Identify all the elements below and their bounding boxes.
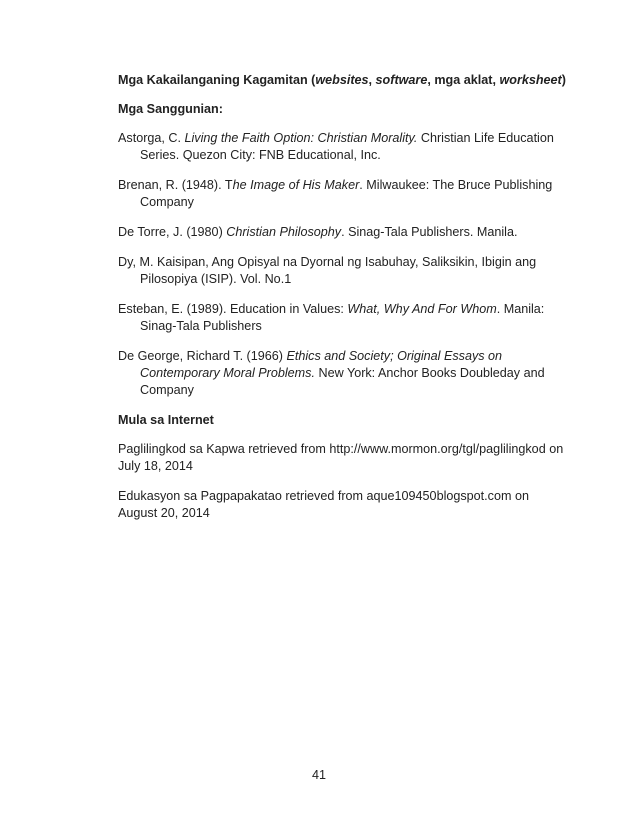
materials-suffix: )	[561, 73, 566, 87]
reference-title: Ethics and Society; Original Essays on Contemporary Moral Problems.	[140, 349, 503, 380]
materials-heading	[118, 72, 568, 89]
reference-author: Dy, M. Kaisipan, Ang Opisyal na Dyornal ng Isabuhay, Saliksikin, Ibigin ang Pilosopiya (ISIP). Vol. No.1	[118, 255, 537, 286]
reference-author: De Torre, J. (1980)	[118, 225, 227, 239]
reference-author: Esteban, E. (1989). Education in Values:	[118, 302, 348, 316]
reference-entry	[118, 254, 568, 288]
page-number: 41	[311, 768, 326, 782]
materials-middle: , mga aklat,	[427, 73, 500, 87]
reference-title: What, Why And For Whom	[347, 302, 497, 316]
materials-heading-prefix: Mga Kakailanganing Kagamitan (	[118, 73, 316, 87]
reference-publisher: Christian Life Education Series. Quezon City: FNB Educational, Inc.	[140, 131, 554, 162]
materials-software: software	[375, 73, 428, 87]
reference-author: De George, Richard T. (1966)	[118, 349, 287, 363]
reference-entry	[118, 177, 568, 211]
reference-author: Astorga, C.	[118, 131, 185, 145]
reference-author: Brenan, R. (1948). T	[118, 178, 233, 192]
materials-websites: websites	[315, 73, 369, 87]
references-heading: Mga Sanggunian:	[118, 102, 223, 116]
reference-entry	[118, 224, 568, 241]
internet-heading: Mula sa Internet	[118, 413, 214, 427]
reference-title: he Image of His Maker	[232, 178, 360, 192]
reference-entry	[118, 348, 568, 399]
reference-entry	[118, 301, 568, 335]
reference-publisher: . Sinag-Tala Publishers. Manila.	[341, 225, 518, 239]
reference-title: Living the Faith Option: Christian Morality.	[184, 131, 418, 145]
internet-entry: Edukasyon sa Pagpapakatao retrieved from aque109450blogspot.com on August 20, 2014	[118, 489, 529, 520]
materials-comma: ,	[368, 73, 376, 87]
reference-entry	[118, 130, 568, 164]
materials-worksheet: worksheet	[499, 73, 562, 87]
reference-publisher: . Manila: Sinag-Tala Publishers	[140, 302, 545, 333]
internet-entry: Paglilingkod sa Kapwa retrieved from http://www.mormon.org/tgl/paglilingkod on July 18, 2014	[118, 442, 564, 473]
reference-publisher: . Milwaukee: The Bruce Publishing Company	[140, 178, 553, 209]
reference-title: Christian Philosophy	[226, 225, 342, 239]
page-content	[118, 72, 568, 535]
reference-publisher: New York: Anchor Books Doubleday and Company	[140, 366, 545, 397]
